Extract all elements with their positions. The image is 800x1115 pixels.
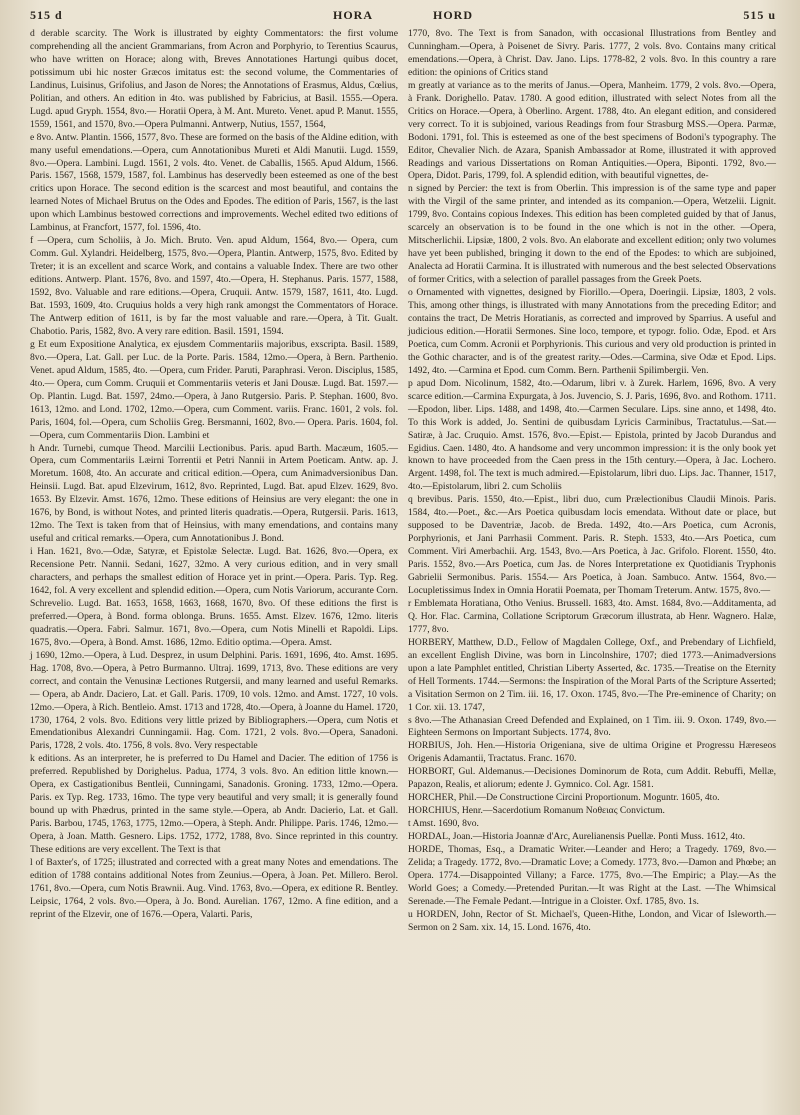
text-columns	[30, 28, 776, 935]
header-left	[30, 8, 403, 23]
paragraph: u HORDEN, John, Rector of St. Michael's, Queen-Hithe, London, and Vicar of Isleworth.—Sermon on 2 Sam. xix. 14, 15. Lond. 1676, 4to.	[408, 908, 776, 933]
left-column	[30, 28, 398, 935]
paragraph: p apud Dom. Nicolinum, 1582, 4to.—Odarum, libri v. à Zurek. Harlem, 1696, 8vo. A very scarce edition.—Carmina Expurgata, à Jos. Juvencio, S. J. Paris, 1696, 8vo. and Rothom. 1711.—Epodon, liber. Lips. 1488, and 1498, 4to.—Carmen Seculare. Lips. sine anno, et 1498, 4to. To this Work is added, Jo. Sentini de quibusdam Lyricis Carminibus, Tractatulus.—Sat.—Satiræ, à Jac. Cruquio. Amst. 1576, 8vo.—Epist.— Epistola, printed by Jacob Durandus and Egidius. Caen. 1480, 4to. A handsome and very uncommon impression: it is the only book yet known to have proceeded from the Caen press in the 15th century.—Opera, à Jac. Lochero. Argent. 1498, fol. The text is much admired.—Epistolarum, libri duo. Lips. Jac. Thanner, 1517, 4to.—Epistolarum, libri 2. cum Scholiis	[408, 377, 776, 493]
paragraph: k editions. As an interpreter, he is preferred to Du Hamel and Dacier. The edition of 1756 is preferred. Republished by Dorighelus. Padua, 1774, 3 vols. 8vo. An edition little known.—Opera, ex Castigationibus Bentleii, Cunningami, Sanadonis. Groning. 1733, 12mo.—Opera. Paris. ex Typ. Reg. 1733, 16mo. The type very beautiful and very small; it is generally found bound up with Phædrus, printed in the same style.—Opera, ab Andr. Dacierio, Lat. et Gall. Paris. Barbou, 1745, 1763, 1775, 12mo.—Opera, à Steph. Andr. Philippe. Paris. 1746, 12mo.—Opera, à Joan. Matth. Gesnero. Lips. 1752, 1772, 1788, 8vo. Since reprinted in this country. These editions are very excellent. The Text is that	[30, 753, 398, 856]
paragraph: h Andr. Turnebi, cumque Theod. Marcilii Lectionibus. Paris. apud Barth. Macæum, 1605.—Opera, cum Commentariis Læirni Torrentii et Petri Nannii in Artem Poeticam. Antw. ap. J. Moretum. 1608, 4to. An accurate and critical edition.—Opera, cum Animadversionibus Dan. Heinsii. Lugd. Bat. apud Elzevirum, 1612, 8vo. Reprinted, Lugd. Bat. apud Elzev. 1629, 8vo. 1653. By Elzevir. Amst. 1676, 12mo. These editions of Heinsius are very elegant: the one in 1676, by Bond, is without Notes, and printed literis quadratis.—Opera, Rutgersii. Paris. 1613, 12mo. The Text is taken from that of Heinsius, with many emendations, and contains many useful and critical remarks.—Opera, cum Annotationibus J. Bond.	[30, 442, 398, 545]
paragraph: o Ornamented with vignettes, designed by Fiorillo.—Opera, Doeringii. Lipsiæ, 1803, 2 vols. This, among other things, is illustrated with many Annotations from the preceding Editor; and contains the tract, De Metris Horatianis, as corrected and improved by Sparrius. A useful and judicious edition.—Horatii Sermones. Sine loco, tempore, et typogr. folio. Odæ, Epod. et Ars Poetica, cum Comm. Acronii et Porphyrionis. This curious and very old production is printed in the Gothic character, and is of the greatest rarity.—Odes.—Carmina, sive Odæ et Epod. Lips. 1492, 4to. —Carmina et Epod. cum Comm. Bern. Parthenii Spilimbergii. Ven.	[408, 287, 776, 376]
paragraph: l of Baxter's, of 1725; illustrated and corrected with a great many Notes and emendations. The edition of 1788 contains additional Notes from Zeunius.—Opera, à Joan. Pet. Millero. Berol. 1761, 8vo.—Opera, cum Notis Brawnii. Aug. Vind. 1763, 8vo.—Opera, ex editione R. Bentley. Leipsic, 1764, 2 vols. 8vo.—Opera, à Jo. Bond. Aurelian. 1767, 12mo. A fine edition, and a reprint of the Elzevir, one of 1676.—Opera, Valarti. Paris,	[30, 857, 398, 920]
running-title-right: HORD	[433, 8, 473, 22]
right-column	[408, 28, 776, 935]
paragraph: j 1690, 12mo.—Opera, à Lud. Desprez, in usum Delphini. Paris. 1691, 1696, 4to. Amst. 1695. Hag. 1708, 8vo.—Opera, à Petro Burmanno. Ultraj. 1699, 1713, 8vo. These editions are very correct, and contain the Venusinæ Lectiones Rutgersii, and many learned and useful Remarks.— Opera, ab Andr. Daciero, Lat. et Gall. Paris. 1709, 10 vols. 12mo. and Amst. 1727, 10 vols. 12mo.—Opera, à Rich. Bentleio. Amst. 1713 and 1728, 4to.—Opera, à Joanne du Hamel. 1720, 1730, 1764, 2 vols. 8vo. Editions very little prized by Bibliographers.—Opera, cum Notis et Emendationibus Alexandri Cunningamii. Hag. Com. 1721, 2 vols. 8vo.—Opera, Sanadoni. Paris, 1728, 2 vols. 4to. 1756, 8 vols. 8vo. Very respectable	[30, 649, 398, 752]
paragraph: q brevibus. Paris. 1550, 4to.—Epist., libri duo, cum Prælectionibus Claudii Minois. Paris. 1584, 4to.—Poet., &c.—Ars Poetica quibusdam locis emendata. Without date or place, but supposed to be Daventriæ, Jacob. de Breda. 1492, 4to.—Ars Poetica, cum Acronis, Porphyrionis, et Jani Parrhasii Comment. Paris. R. Steph. 1533, 4to.—Ars Poetica, cum Comment. Viri Amerbachii. Arg. 1543, 8vo.—Ars Poetica, à Jac. Grifolo. Florent. 1550, 4to. Paris. 1552, 8vo.—Ars Poetica, cum Jas. de Nores Interpretatione ex Quotidianis Tryphonis Gabrielii Sermonibus. Paris. 1554.— Ars Poetica, à Joan. Sambuco. Antw. 1564, 8vo.—Locupletissimus Index in Omnia Horatii Poemata, per Thomam Treterum. Antw. 1575, 8vo.—	[408, 494, 776, 596]
paragraph: d derable scarcity. The Work is illustrated by eighty Commentators: the first volume comprehending all the ancient Grammarians, from Acron and Porphyrio, to Terentius Scaurus, who have written on Horace; along with, Breves Annotationes Hartungi quibus docet, potissimum ubi hic noster Græcos imitatus est: the second volume, the Commentaries of Landinus, Luisinus, Grifolius, and Jason de Nores; the Annotations of Erasmus, Aldus, Cœlius, Politian, and others. An edition in 4to. was published by Fabricius, at Basil. 1555.—Opera. Lugd. apud Gryph. 1554, 8vo.— Horatii Opera, à M. Ant. Mureto. Venet. apud P. Manut. 1555, 1559, 1561, and 1570, 8vo.—Opera Pulmanni. Antwerp, Nutius, 1557, 1564,	[30, 28, 398, 130]
paragraph: m greatly at variance as to the merits of Janus.—Opera, Manheim. 1779, 2 vols. 8vo.—Opera, à Frank. Dorighello. Patav. 1780. A good edition, illustrated with select Notes from all the Critics on Horace.—Opera, à Oberlino. Argent. 1788, 4to. An elegant edition, and considered very correct. To it is subjoined, various Readings from four Strasburg MSS.—Opera. Parmæ, Bodoni. 1791, fol. This is esteemed as one of the best specimens of Bodoni's typography. The Editor, Chevalier Nich. de Azara, Spanish Ambassador at Rome, illustrated it with approved Readings and various Dissertations on Roman Antiquities.—Opera, Biponti. 1792, 8vo.—Opera, Didot. Paris, 1799, fol. A splendid edition, with beautiful vignettes, de-	[408, 79, 776, 182]
header-right	[403, 8, 776, 23]
running-title-left: HORA	[333, 8, 373, 22]
paragraph: e 8vo. Antw. Plantin. 1566, 1577, 8vo. These are formed on the basis of the Aldine edition, with many useful emendations.—Opera, cum Annotationibus Mureti et Aldi Manutii. Lugd. 1559, 8vo.—Opera. Lambini. Lugd. 1561, 2 vols. 4to. Venet. de Caballis, 1565. Apud Aldum, 1566. Paris. 1567, 1568, 1579, 1587, fol. Lambinus has deservedly been esteemed as one of the best critics upon Horace. The second edition is the scarcest and most beautiful, and contains the learned Notes of Michael Brutus on the Odes and Epodes. The edition of Paris, 1567, is the last upon which Lambinus bestowed corrections and improvements. Wechel edited two editions of Lambinus, at Francfort, 1577, fol. 1596, 4to.	[30, 131, 398, 234]
page-number-left: 515 d	[30, 8, 63, 22]
paragraph: g Et eum Expositione Analytica, ex ejusdem Commentariis majoribus, exscripta. Basil. 1589, 8vo.—Opera, Lat. Gall. per Luc. de la Porte. Paris. 1584, 12mo.—Opera, à Bern. Parthenio. Venet. apud Aldum, 1585, 4to. —Opera, cum Frider. Paruti, Paraphrasi. Veron. Disciplus, 1585, 4to.— Opera, cum Comm. Cruquii et Commentariis veteris et Jani Dousæ. Lugd. Bat. 1597.—Op. Plantin. Lugd. Bat. 1597, 24mo.—Opera, à Jano Rutgersio. Paris. P. Stephan. 1600, 8vo. 1613, 12mo. and Lond. 1702, 12mo.—Opera, cum Comment. variis. Franc. 1601, 2 vols. fol. Paris, 1604, fol.—Opera, cum Scholiis Greg. Bersmanni, 1602, 8vo.— Opera. Paris. 1604, fol.—Opera, cum Commentariis Dion. Lambini et	[30, 338, 398, 441]
running-header	[30, 8, 776, 26]
paragraph: f —Opera, cum Scholiis, à Jo. Mich. Bruto. Ven. apud Aldum, 1564, 8vo.— Opera, cum Comm. Gul. Xylandri. Heidelberg, 1575, 8vo.—Opera, Plantin. Antwerp, 1575, 8vo. Edited by Treter; it is an excellent and scarce Work, and contains a valuable Index. There are two other editions. Antwerp. Plant. 1576, 8vo. and 1597, 4to.—Opera, H. Stephanus. Paris. 1577, 1588, 1592, 8vo. Valuable and rare editions.—Opera, Cruquii. Antw. 1579, 1587, 1611, 4to. Lugd. Bat. 1593, 1609, 4to. Cruquius holds a very high rank amongst the Commentators of Horace. The Antwerp edition of 1611, is by far the most valuable and rare.—Opera, à Tit. Gualt. Chabotio. Paris, 1582, 8vo. A very rare edition. Basil. 1591, 1594.	[30, 235, 398, 337]
paragraph: i Han. 1621, 8vo.—Odæ, Satyræ, et Epistolæ Selectæ. Lugd. Bat. 1626, 8vo.—Opera, ex Recensione Petr. Nannii. Sedani, 1627, 32mo. A very curious edition, and in very small characters, and perhaps the smallest edition of Horace yet in print.—Opera. Paris. Typ. Reg. 1642, fol. A very excellent and splendid edition.—Opera, cum Notis Variorum, accurante Corn. Schrevelio. Lugd. Bat. 1653, 1658, 1663, 1668, 1670, 8vo. Of these editions the first is preferred.—Opera, à Bond. forma oblonga. Bruns. 1655. Amst. Elzev. 1676, 12mo. literis quadratis.—Opera. Fabri. Salmur. 1671, 8vo.—Opera, cum Notis Minelli et Rapoldi. Lips. 1675, 8vo.—Opera, à Bond. Amst. 1686, 12mo. Editio optima.—Opera. Amst.	[30, 546, 398, 648]
paragraph: r Emblemata Horatiana, Otho Venius. Brussell. 1683, 4to. Amst. 1684, 8vo.—Additamenta, ad Q. Hor. Flac. Carmina, Collatione Scriptorum Græcorum illustrata, ab Henr. Wagnero. Halæ, 1777, 8vo. HORBERY, Matthew, D.D., Fellow of Magdalen College, Oxf., and Prebendary of Lichfield, an excellent English Divine, was born in Lincolnshire, 1707; died 1773.—Animadversions upon a late Pamphlet entitled, Christian Liberty Asserted, &c. 1735.—Treatise on the Eternity of Hell Torments. 1744.—Sermons: the Inspiration of the Moral Parts of the Scripture Asserted; a Visitation Sermon on 2 Tim. iii. 16, 17. Oxon. 1745, 8vo.—The Pre-eminence of Charity; on 1 Cor. xii. 13. 1747,	[408, 597, 776, 713]
paragraph: n signed by Percier: the text is from Oberlin. This impression is of the same type and paper with the Virgil of the same printer, and intended as its companion.—Opera, Wetzelii. Lignit. 1799, 8vo. Contains copious Indexes. This edition has been completed guided by that of Janus, scarcely an observation is to be found in the one which is not in the other. —Opera, Mitscherlichii. Lipsiæ, 1800, 2 vols. 8vo. An elaborate and excellent edition; only two volumes have yet been published, bringing it down to the end of the Epodes: to which are subjoined, Analecta ad Horatii Carmina. It is illustrated with numerous and the best selected Observations of former Critics, with a selection of parallel passages from the Greek Poets.	[408, 183, 776, 286]
page-number-right: 515 u	[743, 8, 776, 22]
paragraph: 1770, 8vo. The Text is from Sanadon, with occasional Illustrations from Bentley and Cunningham.—Opera, à Poisenet de Sivry. Paris. 1777, 2 vols. 8vo. Contains many critical emendations.—Opera, à Christ. Dav. Jano. Lips. 1778-82, 2 vols. 8vo. In this country a rare edition: the opinions of Critics stand	[408, 28, 776, 78]
paragraph: s 8vo.—The Athanasian Creed Defended and Explained, on 1 Tim. iii. 9. Oxon. 1749, 8vo.—Eighteen Sermons on Important Subjects. 1774, 8vo. HORBIUS, Joh. Hen.—Historia Origeniana, sive de ultima Origine et Progressu Hæreseos Origenis Adamantii, Tractatus. Franc. 1670. HORBORT, Gul. Aldemanus.—Decisiones Dominorum de Rota, cum Addit. Rebuffi, Mellæ, Papazon, Realis, et aliorum; edente J. Gymnico. Col. Agr. 1581. HORCHER, Phil.—De Constructione Circini Proportionum. Moguntr. 1605, 4to. HORCHIUS, Henr.—Sacerdotium Romanum Noθειας Convictum.	[408, 714, 776, 817]
paragraph: t Amst. 1690, 8vo. HORDAL, Joan.—Historia Joannæ d'Arc, Aurelianensis Puellæ. Ponti Muss. 1612, 4to. HORDE, Thomas, Esq., a Dramatic Writer.—Leander and Hero; a Tragedy. 1769, 8vo.—Zelida; a Tragedy. 1772, 8vo.—Dramatic Love; a Comedy. 1773, 8vo.—Damon and Phœbe; an Opera. 1774.—Disappointed Villany; a Farce. 1775, 8vo.—The Empiric; a Play.—As the World Goes; a Comedy.—Pretended Puritan.—It was Right at the Last. —The Whimsical Serenade.—The Female Pedant.—Intrigue in a Cloister. Oxf. 1785, 8vo. 1s.	[408, 818, 776, 907]
